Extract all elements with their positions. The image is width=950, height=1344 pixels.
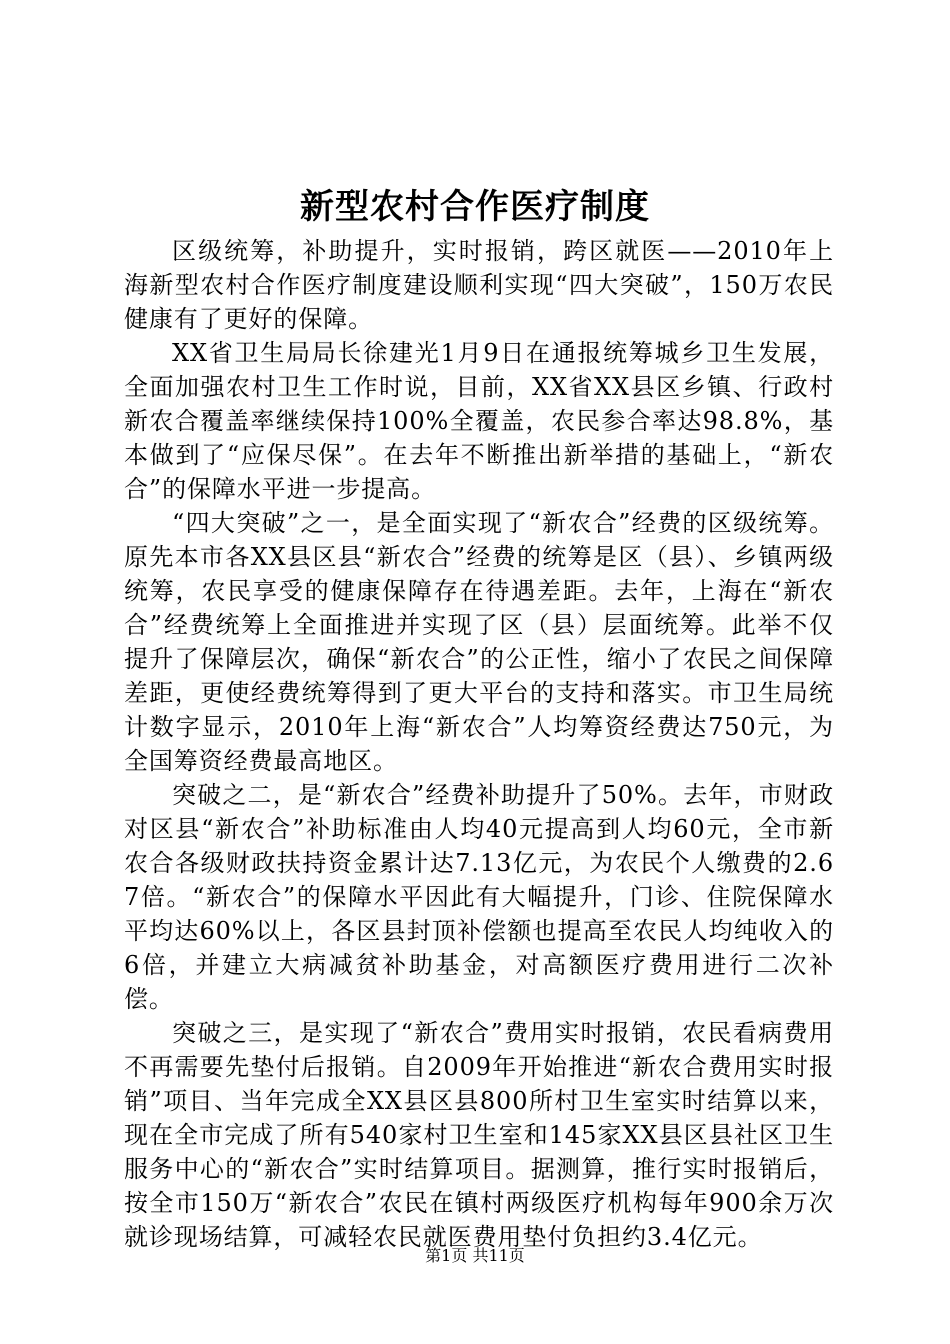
document-title: 新型农村合作医疗制度 bbox=[300, 187, 650, 227]
paragraph-intro: 区级统筹，补助提升，实时报销，跨区就医——2010年上海新型农村合作医疗制度建设顺利实现“四大突破”，150万农民健康有了更好的保障。 bbox=[124, 237, 834, 333]
paragraph-coverage: XX省卫生局局长徐建光1月9日在通报统筹城乡卫生发展，全面加强农村卫生工作时说，目前，XX省XX县区乡镇、行政村新农合覆盖率继续保持100%全覆盖，农民参合率达98.8%，基本做到了“应保尽保”。在去年不断推出新举措的基础上，“新农合”的保障水平进一步提高。 bbox=[124, 339, 834, 503]
paragraph-breakthrough-1: “四大突破”之一，是全面实现了“新农合”经费的区级统筹。原先本市各XX县区县“新农合”经费的统筹是区（县）、乡镇两级统筹，农民享受的健康保障存在待遇差距。去年，上海在“新农合”经费统筹上全面推进并实现了区（县）层面统筹。此举不仅提升了保障层次，确保“新农合”的公正性，缩小了农民之间保障差距，更使经费统筹得到了更大平台的支持和落实。市卫生局统计数字显示，2010年上海“新农合”人均筹资经费达750元，为全国筹资经费最高地区。 bbox=[124, 509, 834, 775]
paragraph-breakthrough-3: 突破之三，是实现了“新农合”费用实时报销，农民看病费用不再需要先垫付后报销。自2009年开始推进“新农合费用实时报销”项目、当年完成全XX县区县800所村卫生室实时结算以来，现在全市完成了所有540家村卫生室和145家XX县区县社区卫生服务中心的“新农合”实时结算项目。据测算，推行实时报销后，按全市150万“新农合”农民在镇村两级医疗机构每年900余万次就诊现场结算，可减轻农民就医费用垫付负担约3.4亿元。 bbox=[124, 1019, 834, 1251]
paragraph-breakthrough-2: 突破之二，是“新农合”经费补助提升了50%。去年，市财政对区县“新农合”补助标准由人均40元提高到人均60元，全市新农合各级财政扶持资金累计达7.13亿元，为农民个人缴费的2.67倍。“新农合”的保障水平因此有大幅提升，门诊、住院保障水平均达60%以上，各区县封顶补偿额也提高至农民人均纯收入的6倍，并建立大病减贫补助基金，对高额医疗费用进行二次补偿。 bbox=[124, 781, 834, 1013]
page-number-footer: 第1页 共11页 bbox=[425, 1246, 525, 1265]
document-body bbox=[124, 234, 834, 1254]
